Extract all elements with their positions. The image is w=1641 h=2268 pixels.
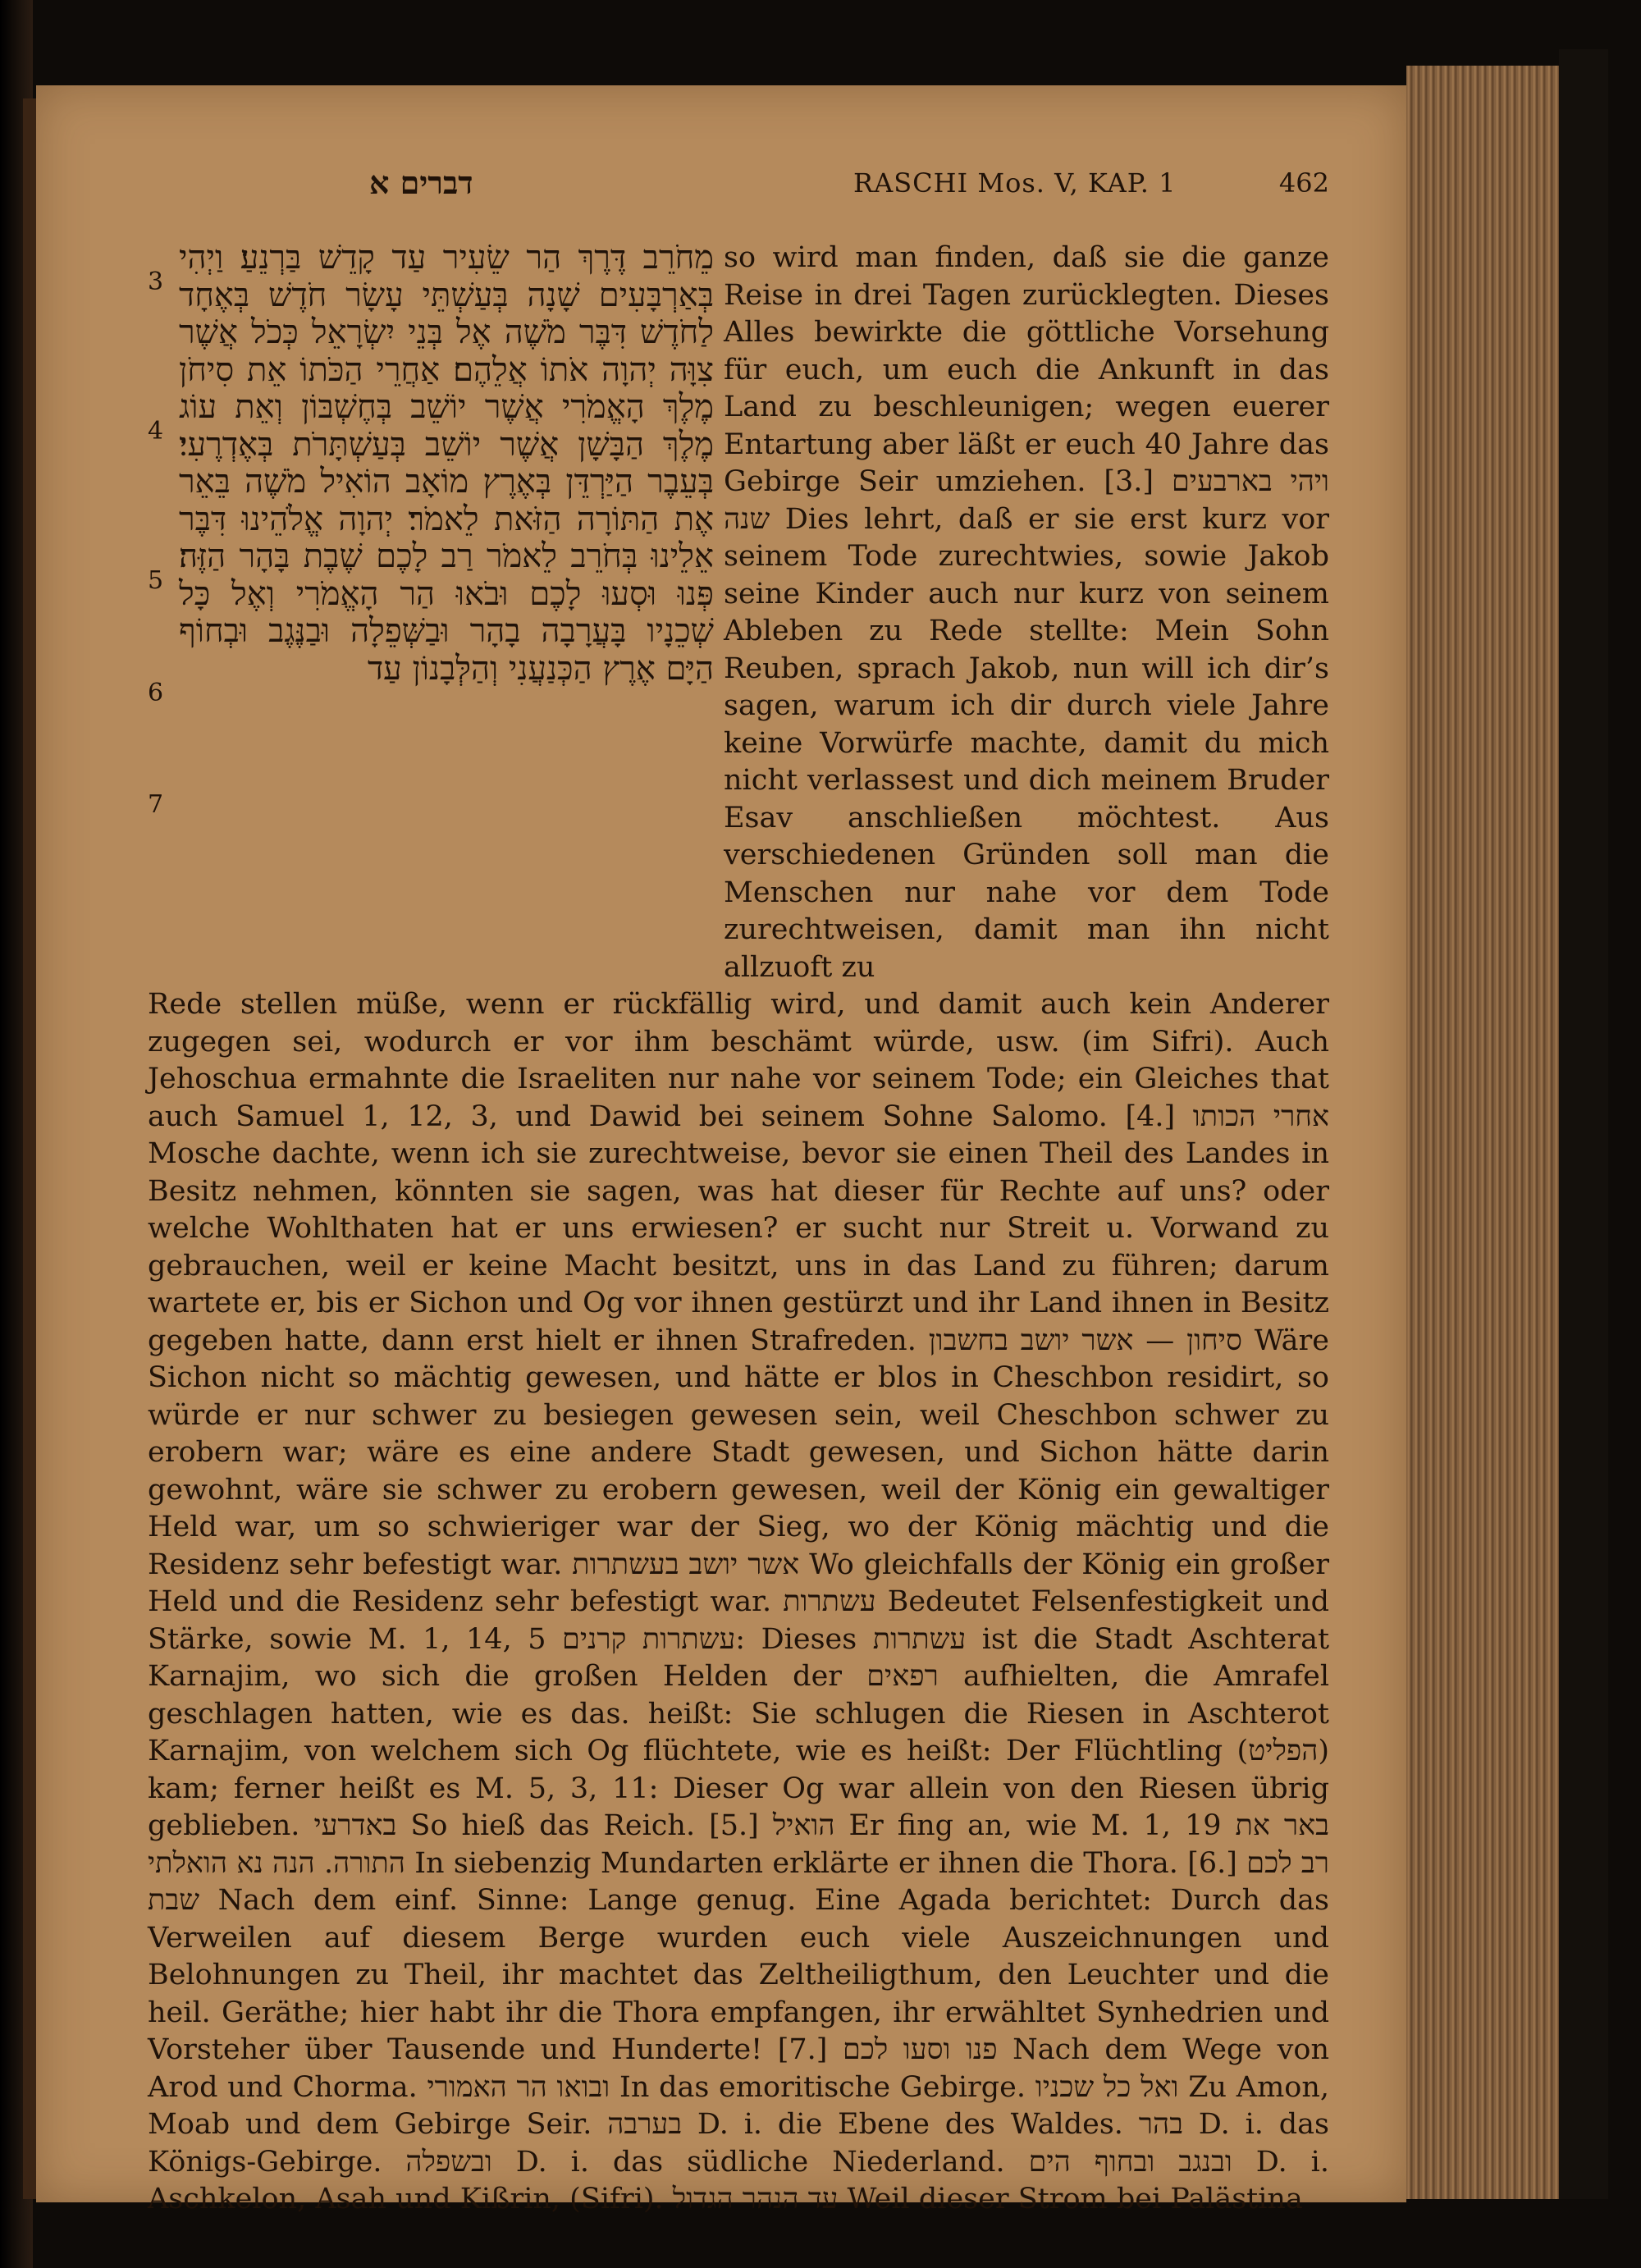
verse-number: 3 — [148, 267, 164, 296]
two-column-block — [148, 240, 1329, 986]
book-cover-edge — [1559, 49, 1608, 2199]
page-number: 462 — [1278, 167, 1329, 199]
hebrew-scripture-column — [148, 240, 714, 986]
page-content — [148, 164, 1329, 2219]
running-header — [148, 164, 1329, 200]
hebrew-scripture-text: מֵחֹרֵב דֶּרֶךְ הַר שֵׂעִיר עַד קָדֵשׁ בַּרְנֵעַ׃ וַיְהִי בְּאַרְבָּעִים שָׁנָה בְּעַשְׁתֵּי עָשָׂר חֹדֶשׁ בְּאֶחָד לַחֹדֶשׁ דִּבֶּר מֹשֶׁה אֶל בְּנֵי יִשְׂרָאֵל כְּכֹל אֲשֶׁר צִוָּה יְהוָה אֹתוֹ אֲלֵהֶם׃ אַחֲרֵי הַכֹּתוֹ אֵת סִיחֹן מֶלֶךְ הָאֱמֹרִי אֲשֶׁר יוֹשֵׁב בְּחֶשְׁבּוֹן וְאֵת עוֹג מֶלֶךְ הַבָּשָׁן אֲשֶׁר יוֹשֵׁב בְּעַשְׁתָּרֹת בְּאֶדְרֶעִי׃ בְּעֵבֶר הַיַּרְדֵּן בְּאֶרֶץ מוֹאָב הוֹאִיל מֹשֶׁה בֵּאֵר אֶת הַתּוֹרָה הַזֹּאת לֵאמֹר׃ יְהוָה אֱלֹהֵינוּ דִּבֶּר אֵלֵינוּ בְּחֹרֵב לֵאמֹר רַב לָכֶם שֶׁבֶת בָּהָר הַזֶּה׃ פְּנוּ וּסְעוּ לָכֶם וּבֹאוּ הַר הָאֱמֹרִי וְאֶל כָּל שְׁכֵנָיו בָּעֲרָבָה בָהָר וּבַשְּׁפֵלָה וּבַנֶּגֶב וּבְחוֹף הַיָּם אֶרֶץ הַכְּנַעֲנִי וְהַלְּבָנוֹן עַד — [179, 239, 714, 688]
commentary-full-width-text: Rede stellen müße, wenn er rückfällig wird, und damit auch kein Anderer zugegen sei, wodurch er vor ihm beschämt würde, usw. (im Sifri). Auch Jehoschua ermahnte die Israeliten nur nahe vor seinem Tode; ein Gleiches that auch Samuel 1, 12, 3, und Dawid bei seinem Sohne Salomo. [4.] אחרי הכותו Mosche dachte, wenn ich sie zurechtweise, bevor sie einen Theil des Landes in Besitz nehmen, könnten sie sagen, was hat dieser für Rechte auf uns? oder welche Wohlthaten hat er uns erwiesen? er sucht nur Streit u. Vorwand zu gebrauchen, weil er keine Macht besitzt, uns in das Land zu führen; darum wartete er, bis er Sichon und Og vor ihnen gestürzt und ihr Land ihnen in Besitz gegeben hatte, dann erst hielt er ihnen Strafreden. סיחון — אשר יושב בחשבון Wäre Sichon nicht so mächtig gewesen, und hätte er blos in Cheschbon residirt, so würde er nur schwer zu besiegen gewesen sein, weil Cheschbon schwer zu erobern war; wäre es eine andere Stadt gewesen, und Sichon hätte darin gewohnt, wäre sie schwer zu erobern gewesen, weil der König ein gewaltiger Held war, um so schwieriger war der Sieg, wo der König mächtig und die Residenz sehr befestigt war. אשר יושב בעשתרות Wo gleichfalls der König ein großer Held und die Residenz sehr befestigt war. עשתרות Bedeutet Felsenfestigkeit und Stärke, sowie M. 1, 14, 5 עשתרות קרנים: Dieses עשתרות ist die Stadt Aschterat Karnajim, wo sich die großen Helden der רפאים aufhielten, die Amrafel geschlagen hatten, wie es das. heißt: Sie schlugen die Riesen in Aschterot Karnajim, von welchem sich Og flüchtete, wie es heißt: Der Flüchtling (הפליט) kam; ferner heißt es M. 5, 3, 11: Dieser Og war allein von den Riesen übrig geblieben. באדרעי So hieß das Reich. [5.] הואיל Er fing an, wie M. 1, 19 באר את התורה. הנה נא הואלתי In siebenzig Mundarten erklärte er ihnen die Thora. [6.] רב לכם שבת Nach dem einf. Sinne: Lange genug. Eine Agada berichtet: Durch das Verweilen auf diesem Berge wurden euch viele Auszeichnungen und Belohnungen zu Theil, ihr machtet das Zeltheiligthum, den Leuchter und die heil. Geräthe; hier habt ihr die Thora empfangen, ihr erwähltet Synhedrien und Vorsteher über Tausende und Hunderte! [7.] פנו וסעו לכם Nach dem Wege von Arod und Chorma. ובואו הר האמורי In das emoritische Gebirge. ואל כל שכניו Zu Amon, Moab und dem Gebirge Seir. בערבה D. i. die Ebene des Waldes. בהר D. i. das Königs-Gebirge. ובשפלה D. i. das südliche Niederland. ובנגב ובחוף הים D. i. Aschkelon, Asah und Kißrin, (Sifri). עד הנהר הגדול Weil dieser Strom bei Palästina — [148, 988, 1330, 2215]
verse-number: 7 — [148, 790, 164, 819]
verse-number: 4 — [148, 417, 164, 446]
verse-number: 6 — [148, 679, 164, 707]
running-title: RASCHI Mos. V, KAP. 1 — [853, 167, 1177, 199]
commentary-column-text: so wird man finden, daß sie die ganze Reise in drei Tagen zurücklegten. Dieses Alles bewirkte die göttliche Vorsehung für euch, um euch die Ankunft in das Land zu beschleunigen; wegen euerer Entartung aber läßt er euch 40 Jahre das Gebirge Seir umziehen. [3.] ויהי בארבעים שנה Dies lehrt, daß er sie erst kurz vor seinem Tode zurechtwies, sowie Jakob seine Kinder auch nur kurz von seinem Ableben zu Rede stellte: Mein Sohn Reuben, sprach Jakob, nun will ich dir’s sagen, warum ich dir durch viele Jahre keine Vorwürfe machte, damit du mich nicht verlassest und dich meinem Bruder Esav anschließen möchtest. Aus verschiedenen Gründen soll man die Menschen nur nahe vor dem Tode zurechtweisen, damit man ihn nicht allzuoft zu — [724, 241, 1330, 984]
page-edges — [1406, 66, 1570, 2199]
hebrew-book-title: דברים א — [369, 164, 473, 201]
verse-number: 5 — [148, 566, 164, 595]
